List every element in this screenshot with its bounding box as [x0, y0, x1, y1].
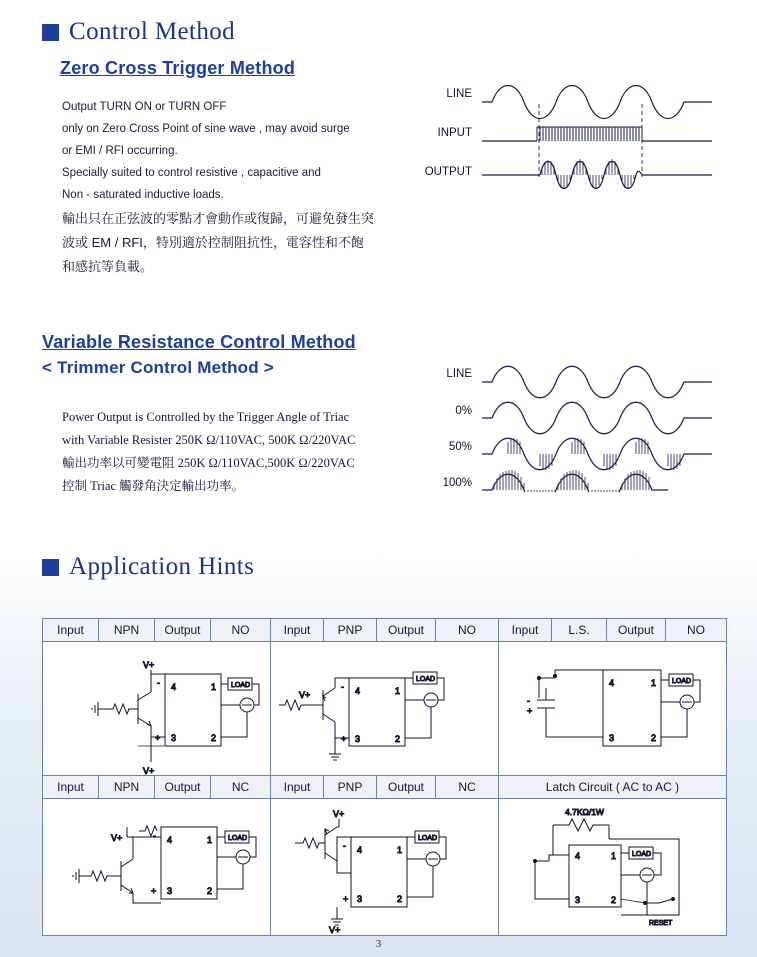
zero-cross-cjk-line-2: 波或 EM / RFI，特別適於控制阻抗性，電容性和不飽 [62, 235, 364, 250]
hdr-r1c1: Input [43, 619, 99, 642]
table-header-row-1 [43, 619, 727, 642]
hdr-r1c3: Output [155, 619, 211, 642]
svg-text:1: 1 [397, 845, 403, 855]
svg-text:3: 3 [357, 894, 363, 904]
hdr-r2c8: NC [436, 776, 499, 799]
zero-cross-cjk-line-1: 輸出只在正弦波的零點才會動作或復歸，可避免發生突 [62, 211, 375, 226]
hdr-r1c10: L.S. [552, 619, 607, 642]
zero-cross-line-4: Specially suited to control resistive , capacitive and [62, 167, 321, 179]
page-number: 3 [375, 938, 382, 950]
svg-text:LOAD: LOAD [228, 835, 248, 842]
circuit-pnp-no-svg [271, 642, 495, 775]
svg-text:+: + [151, 886, 157, 896]
vr-wave-label-line: LINE [446, 368, 472, 380]
vr-line-2: with Variable Resister 250K Ω/110VAC, 500K Ω/220VAC [62, 433, 356, 447]
wave-label-output: OUTPUT [424, 166, 472, 178]
svg-text:LOAD: LOAD [632, 851, 652, 858]
wave-label-input: INPUT [437, 127, 472, 139]
svg-text:LOAD: LOAD [416, 676, 436, 683]
hdr-r1c12: NO [666, 619, 727, 642]
svg-text:-: - [343, 841, 346, 851]
zero-cross-english-text [62, 96, 350, 206]
svg-text:4: 4 [167, 835, 173, 845]
svg-text:3: 3 [355, 734, 361, 744]
svg-text:+: + [155, 733, 161, 743]
svg-text:3: 3 [167, 886, 173, 896]
circuit-npn-no-svg [43, 642, 267, 775]
hdr-r1c4: NO [211, 619, 271, 642]
svg-text:4: 4 [357, 845, 363, 855]
svg-text:+: + [341, 734, 347, 744]
svg-text:2: 2 [651, 733, 657, 743]
circuit-pnp-no [271, 642, 499, 776]
circuit-npn-nc-svg [43, 799, 267, 935]
svg-text:-: - [157, 678, 160, 688]
table-circuit-row-1 [43, 642, 727, 776]
svg-text:V+: V+ [143, 766, 155, 775]
svg-text:LOAD: LOAD [418, 835, 438, 842]
circuit-pnp-nc [271, 799, 499, 936]
circuit-npn-no [43, 642, 271, 776]
section-heading-control-method [42, 18, 235, 46]
hdr-r2c7: Output [377, 776, 436, 799]
svg-text:3: 3 [609, 733, 615, 743]
circuit-latch [499, 799, 727, 936]
svg-text:V+: V+ [143, 660, 155, 670]
zero-cross-line-5: Non - saturated inductive loads. [62, 189, 224, 201]
circuit-ls-no [499, 642, 727, 776]
hdr-r1c7: Output [377, 619, 436, 642]
svg-text:2: 2 [207, 886, 213, 896]
section-title-text: Control Method [69, 18, 236, 45]
circuit-ls-no-svg [499, 642, 723, 775]
svg-text:+: + [527, 706, 533, 716]
subheading-variable-resistance: Variable Resistance Control Method [42, 332, 356, 352]
zero-cross-waveform-diagram [412, 88, 712, 198]
bullet-square-icon-2 [42, 559, 59, 576]
svg-text:4: 4 [609, 678, 615, 688]
section-title-text-2: Application Hints [69, 553, 255, 580]
svg-text:1: 1 [651, 678, 657, 688]
circuit-latch-svg [499, 799, 723, 935]
hdr-r1c11: Output [607, 619, 666, 642]
svg-text:V+: V+ [299, 690, 311, 700]
svg-text:4: 4 [355, 686, 361, 696]
vr-wave-label-0: 0% [455, 405, 472, 417]
hdr-r2c2: NPN [99, 776, 155, 799]
svg-text:1: 1 [211, 682, 217, 692]
svg-text:-: - [341, 682, 344, 692]
svg-text:-: - [527, 696, 530, 706]
svg-text:1: 1 [207, 835, 213, 845]
vr-wave-label-50: 50% [448, 441, 472, 453]
hdr-r1c9: Input [499, 619, 552, 642]
zero-cross-waveform-svg [482, 82, 712, 192]
wave-label-line: LINE [446, 88, 472, 100]
svg-text:4: 4 [171, 682, 177, 692]
svg-text:4.7KΩ/1W: 4.7KΩ/1W [565, 807, 604, 817]
hdr-r2c5: Input [271, 776, 324, 799]
application-hints-table [42, 618, 727, 936]
svg-text:+: + [343, 894, 349, 904]
hdr-r2c3: Output [155, 776, 211, 799]
zero-cross-cjk-line-3: 和感抗等負載。 [62, 259, 154, 274]
zero-cross-line-2: only on Zero Cross Point of sine wave , may avoid surge [62, 123, 350, 135]
svg-text:LOAD: LOAD [672, 678, 692, 685]
hdr-latch-circuit: Latch Circuit ( AC to AC ) [499, 776, 727, 799]
circuit-npn-nc [43, 799, 271, 936]
zero-cross-chinese-text [62, 207, 374, 279]
variable-resistance-waveform-svg [482, 362, 712, 492]
vr-line-3: 輸出功率以可變電阻 250K Ω/110VAC,500K Ω/220VAC [62, 456, 355, 470]
hdr-r1c2: NPN [99, 619, 155, 642]
svg-text:RESET: RESET [649, 920, 673, 927]
svg-text:V+: V+ [329, 925, 341, 935]
svg-text:-: - [153, 831, 156, 841]
svg-text:3: 3 [171, 733, 177, 743]
svg-text:3: 3 [575, 895, 581, 905]
hdr-r2c4: NC [211, 776, 271, 799]
zero-cross-line-3: or EMI / RFI occurring. [62, 145, 178, 157]
variable-resistance-text [62, 406, 355, 498]
svg-text:2: 2 [395, 734, 401, 744]
hdr-r2c1: Input [43, 776, 99, 799]
svg-text:V+: V+ [333, 809, 345, 819]
svg-text:2: 2 [611, 895, 617, 905]
svg-text:2: 2 [397, 894, 403, 904]
svg-text:1: 1 [395, 686, 401, 696]
table-circuit-row-2 [43, 799, 727, 936]
circuit-pnp-nc-svg [271, 799, 495, 935]
vr-line-1: Power Output is Controlled by the Trigger Angle of Triac [62, 410, 350, 424]
hdr-r1c5: Input [271, 619, 324, 642]
hdr-r1c8: NO [436, 619, 499, 642]
section-heading-application-hints [42, 553, 254, 581]
svg-text:1: 1 [611, 851, 617, 861]
vr-line-4: 控制 Triac 觸發角決定輸出功率。 [62, 479, 245, 493]
svg-text:V+: V+ [111, 833, 123, 843]
vr-wave-label-100: 100% [442, 477, 472, 489]
hdr-r1c6: PNP [324, 619, 377, 642]
hdr-r2c6: PNP [324, 776, 377, 799]
zero-cross-line-1: Output TURN ON or TURN OFF [62, 101, 227, 113]
subheading-zero-cross: Zero Cross Trigger Method [60, 58, 296, 78]
table-header-row-2 [43, 776, 727, 799]
variable-resistance-waveform-diagram [412, 368, 712, 498]
bullet-square-icon [42, 24, 59, 41]
subheading-trimmer-control: < Trimmer Control Method > [42, 358, 274, 377]
svg-text:LOAD: LOAD [231, 682, 251, 689]
svg-text:2: 2 [211, 733, 217, 743]
svg-text:4: 4 [575, 851, 581, 861]
